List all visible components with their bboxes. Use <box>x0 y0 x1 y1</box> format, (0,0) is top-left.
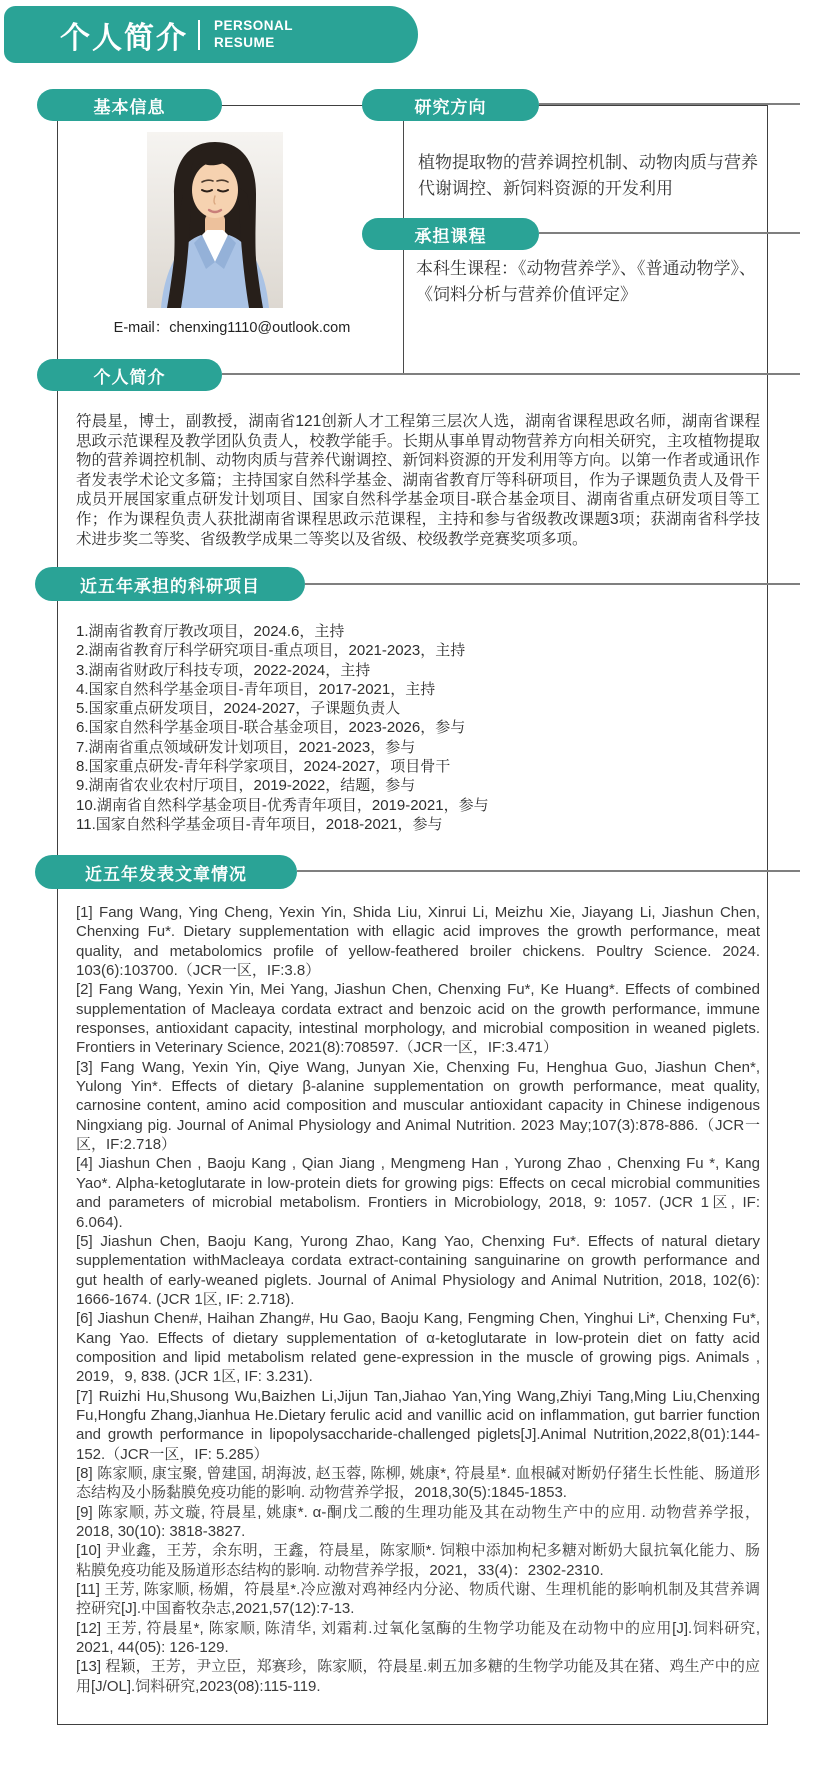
publication-list-item: [8] 陈家顺, 康宝聚, 曾建国, 胡海波, 赵玉蓉, 陈柳, 姚康*, 符晨星*. 血根碱对断奶仔猪生长性能、肠道形态结构及小肠黏膜免疫功能的影响. 动物营养学报，2018,30(5):1845-1853. <box>76 1464 760 1502</box>
section-label: 承担课程 <box>414 226 487 246</box>
publication-list-item: [6] Jiashun Chen#, Haihan Zhang#, Hu Gao, Baoju Kang, Fengming Chen, Yinghui Li*, Chenxing Fu*, Kang Yao. Effects of dietary supplementation of α-ketoglutarate in low-protein diet on fatty acid composition and lipid metabolism related gene-expression in the muscle of growing pigs. Animals , 2019，9, 838. (JCR 1区, IF: 3.231). <box>76 1310 760 1386</box>
publications-section-rule <box>297 870 800 872</box>
publication-list-item: [1] Fang Wang, Ying Cheng, Yexin Yin, Shida Liu, Xinrui Li, Meizhu Xie, Jiayang Li, Jiashun Chen, Chenxing Fu*. Dietary supplementation with ellagic acid improves the growth performance, meat quality, and metabolomics profile of yellow-feathered broiler chickens. Poultry Science. 2024. 103(6):103700.（JCR一区，IF:3.8） <box>76 904 760 980</box>
banner-divider <box>198 20 200 50</box>
profile-photo <box>147 132 283 308</box>
project-list-item: 2.湖南省教育厅科学研究项目-重点项目，2021-2023，主持 <box>76 642 466 660</box>
project-list-item: 1.湖南省教育厅教改项目，2024.6，主持 <box>76 623 345 640</box>
project-list-item: 5.国家重点研发项目，2024-2027，子课题负责人 <box>76 700 401 718</box>
section-header-publications <box>35 855 297 889</box>
projects-section-rule <box>305 583 800 585</box>
project-list-item: 9.湖南省农业农村厅项目，2019-2022，结题，参与 <box>76 777 416 795</box>
publication-list-item: [10] 尹业鑫，王芳，余东明，王鑫，符晨星，陈家顺*. 饲粮中添加枸杞多糖对断奶大鼠抗氧化能力、肠粘膜免疫功能及肠道形态结构的影响. 动物营养学报，2021，33(4)：2302-2310. <box>76 1542 760 1579</box>
page-title-en-line2: RESUME <box>214 34 275 50</box>
section-header-basic-info <box>37 89 222 121</box>
publication-list-item: [11] 王芳, 陈家顺, 杨媚，符晨星*.冷应激对鸡神经内分泌、物质代谢、生理机能的影响机制及其营养调控研究[J].中国畜牧杂志,2021,57(12):7-13. <box>76 1581 760 1618</box>
publication-list-item: [12] 王芳, 符晨星*, 陈家顺, 陈清华, 刘霜莉.过氧化氢酶的生物学功能及在动物中的应用[J].饲料研究, 2021, 44(05): 126-129. <box>76 1619 760 1657</box>
project-list-item: 7.湖南省重点领域研发计划项目，2021-2023，参与 <box>76 738 416 756</box>
page-title-en-line1: PERSONAL <box>214 18 294 34</box>
section-header-courses <box>362 218 539 250</box>
project-list-item: 3.湖南省财政厅科技专项，2022-2024，主持 <box>76 661 371 679</box>
section-header-profile <box>37 359 222 391</box>
publication-list-item: [5] Jiashun Chen, Baoju Kang, Yurong Zhao, Kang Yao, Chenxing Fu*. Effects of natural dietary supplementation withMacleaya cordata extract-containing sanguinarine on growth performance and gut health of early-weaned piglets. Journal of Animal Physiology and Animal Nutrition, 2018, 102(6): 1666-1674. (JCR 1区, IF: 2.718). <box>76 1232 760 1308</box>
page-title-banner <box>4 6 418 63</box>
section-header-research-direction <box>362 89 539 121</box>
section-label: 研究方向 <box>414 97 487 117</box>
research-direction-text: 植物提取物的营养调控机制、动物肉质与营养代谢调控、新饲料资源的开发利用 <box>418 153 758 198</box>
profile-section-rule <box>222 373 800 375</box>
courses-text: 本科生课程：《动物营养学》、《普通动物学》、《饲料分析与营养价值评定》 <box>416 259 756 304</box>
section-label: 基本信息 <box>93 97 166 117</box>
page-title-en <box>214 18 293 50</box>
section-header-projects <box>35 567 305 601</box>
project-list-item: 4.国家自然科学基金项目-青年项目，2017-2021，主持 <box>76 680 436 698</box>
publication-list-item: [13] 程颖，王芳，尹立臣，郑赛珍，陈家顺，符晨星.刺五加多糖的生物学功能及其在猪、鸡生产中的应用[J/OL].饲料研究,2023(08):115-119. <box>76 1658 760 1695</box>
publication-list-item: [4] Jiashun Chen , Baoju Kang , Qian Jiang , Mengmeng Han , Yurong Zhao , Chenxing Fu *, Kang Yao*. Alpha-ketoglutarate in low-protein diets for growing pigs: Effects on cecal microbial communities and parameters of microbial metabolism. Frontiers in Microbiology, 2018, 9: 1057. (JCR 1区, IF: 6.064). <box>76 1155 760 1231</box>
courses-section-rule <box>539 232 800 234</box>
projects-list <box>76 622 760 834</box>
project-list-item: 10.湖南省自然科学基金项目-优秀青年项目，2019-2021，参与 <box>76 796 489 814</box>
publication-list-item: [3] Fang Wang, Yexin Yin, Qiye Wang, Junyan Xie, Chenxing Fu, Henghua Guo, Jiashun Chen*, Yulong Yin*. Effects of dietary β-alanine supplementation on growth performance, meat quality, carnosine content, amino acid composition and muscular antioxidant capacity in Chinese indigenous Ningxiang pig. Journal of Animal Physiology and Animal Nutrition. 2023 May;107(3):878-886.（JCR一区，IF:2.718） <box>76 1058 760 1154</box>
project-list-item: 11.国家自然科学基金项目-青年项目，2018-2021，参与 <box>76 815 443 833</box>
project-list-item: 6.国家自然科学基金项目-联合基金项目，2023-2026，参与 <box>76 719 466 737</box>
publications-list <box>76 903 760 1696</box>
section-label: 个人简介 <box>93 367 166 387</box>
page-title: 个人简介 <box>60 21 188 55</box>
publication-list-item: [9] 陈家顺, 苏文璇, 符晨星, 姚康*. α-酮戊二酸的生理功能及其在动物生产中的应用. 动物营养学报，2018, 30(10): 3818-3827. <box>76 1503 760 1540</box>
publication-list-item: [2] Fang Wang, Yexin Yin, Mei Yang, Jiashun Chen, Chenxing Fu*, Ke Huang*. Effects of combined supplementation of Macleaya cordata extract and benzoic acid on the growth performance, immune responses, antioxidant capacity, intestinal morphology, and microbial composition in weaned piglets. Frontiers in Veterinary Science, 2021(8):708597.（JCR一区，IF:3.471） <box>76 981 760 1057</box>
research-section-rule <box>539 103 800 105</box>
section-label: 近五年承担的科研项目 <box>80 576 260 596</box>
section-label: 近五年发表文章情况 <box>85 864 247 884</box>
email-text: E-mail：chenxing1110@outlook.com <box>113 320 351 336</box>
bio-paragraph: 符晨星，博士，副教授，湖南省121创新人才工程第三层次人选，湖南省课程思政名师，湖南省课程思政示范课程及教学团队负责人，校教学能手。长期从事单胃动物营养方向相关研究，主攻植物提取物的营养调控机制、动物肉质与营养代谢调控、新饲料资源的开发利用等方向。以第一作者或通讯作者发表学术论文多篇；主持国家自然科学基金、湖南省教育厅等科研项目，作为子课题负责人及骨干成员开展国家重点研发计划项目、国家自然科学基金项目-联合基金项目、湖南省重点研发项目等工作；作为课程负责人获批湖南省课程思政示范课程，主持和参与省级教改课题3项；获湖南省科学技术进步奖二等奖、省级教学成果二等奖以及省级、校级教学竞赛奖项多项。 <box>76 413 760 548</box>
project-list-item: 8.国家重点研发-青年科学家项目，2024-2027，项目骨干 <box>76 758 451 776</box>
publication-list-item: [7] Ruizhi Hu,Shusong Wu,Baizhen Li,Jijun Tan,Jiahao Yan,Ying Wang,Zhiyi Tang,Ming Liu,Chenxing Fu,Hongfu Zhang,Jianhua He.Dietary ferulic acid and vanillic acid on inflammation, gut barrier function and growth performance in lipopolysaccharide-challenged piglets[J].Animal Nutrition,2022,8(01):144-152.（JCR一区，IF: 5.285） <box>76 1387 760 1463</box>
